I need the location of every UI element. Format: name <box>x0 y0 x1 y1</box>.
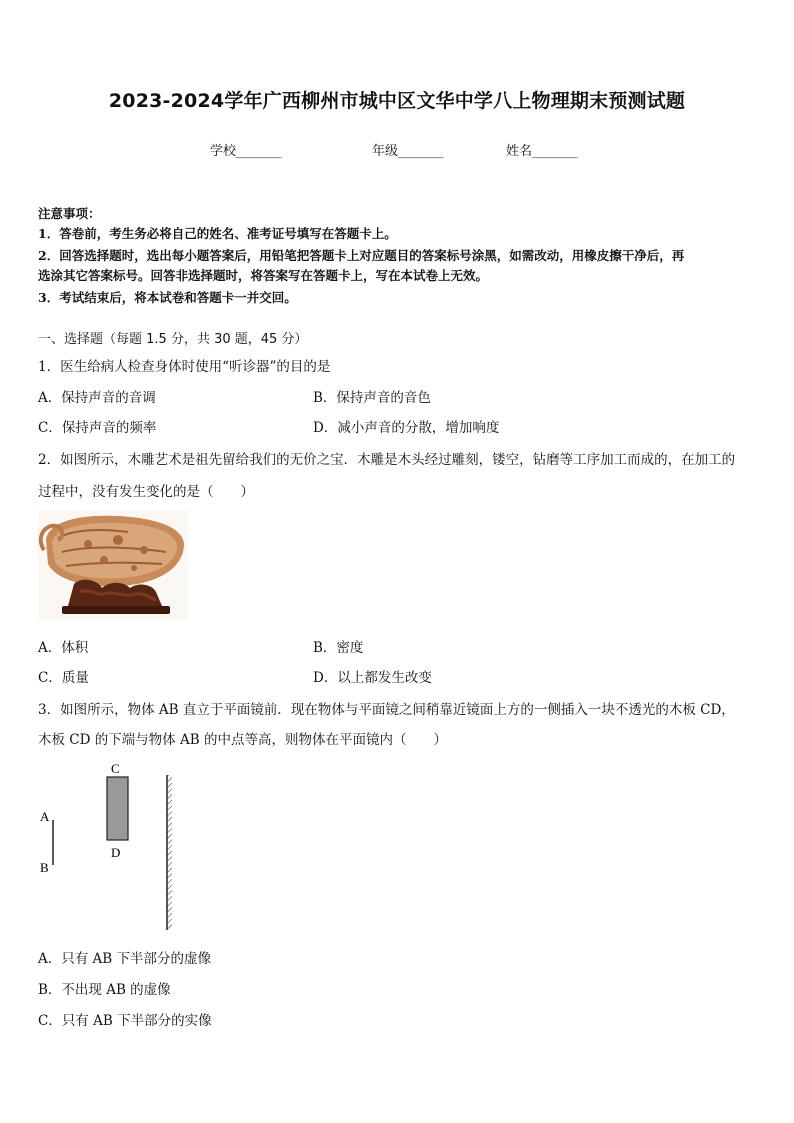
label-d: D <box>111 845 121 860</box>
question-1-stem: 1．医生给病人检查身体时使用“听诊器”的目的是 <box>38 359 331 375</box>
q3-option-a: A．只有 AB 下半部分的虚像 <box>38 951 212 967</box>
grade-label: 年级 <box>372 144 399 159</box>
q3-option-c: C．只有 AB 下半部分的实像 <box>38 1013 212 1029</box>
q2-option-c: C．质量 <box>38 670 89 686</box>
question-3-stem-line1: 3．如图所示，物体 AB 直立于平面镜前．现在物体与平面镜之间稍靠近镜面上方的一侧插入一块不透光的木板 CD， <box>38 702 735 718</box>
name-blank: _______ <box>532 144 578 159</box>
school-label: 学校 <box>210 144 237 159</box>
q2-option-a: A．体积 <box>38 640 89 656</box>
q1-option-b: B．保持声音的音色 <box>313 390 431 406</box>
mirror-diagram <box>30 755 190 935</box>
wood-carving-image <box>38 510 188 620</box>
section-heading: 一、选择题（每题 1.5 分，共 30 题，45 分） <box>38 332 308 347</box>
q1-option-a: A．保持声音的音调 <box>38 390 156 406</box>
q1-option-d: D．减小声音的分散，增加响度 <box>313 420 500 436</box>
school-blank: _______ <box>236 144 282 159</box>
notice-item-1: 1．答卷前，考生务必将自己的姓名、准考证号填写在答题卡上。 <box>38 226 397 241</box>
question-2-stem-line1: 2．如图所示，木雕艺术是祖先留给我们的无价之宝．木雕是木头经过雕刻，镂空，钻磨等工序加工而成的，在加工的 <box>38 452 736 468</box>
label-a: A <box>40 809 50 824</box>
page-title: 2023-2024学年广西柳州市城中区文华中学八上物理期末预测试题 <box>108 90 686 112</box>
grade-field <box>372 140 444 159</box>
grade-blank: _______ <box>398 144 444 159</box>
notice-item-3: 3．考试结束后，将本试卷和答题卡一并交回。 <box>38 290 297 305</box>
q2-option-d: D．以上都发生改变 <box>313 670 432 686</box>
question-2-stem-line2: 过程中，没有发生变化的是（ ） <box>38 484 254 500</box>
notice-item-2-cont: 选涂其它答案标号。回答非选择题时，将答案写在答题卡上，写在本试卷上无效。 <box>38 268 489 283</box>
label-c: C <box>111 761 120 776</box>
board-cd <box>107 777 128 840</box>
school-field <box>210 140 282 159</box>
notice-heading: 注意事项： <box>38 206 101 221</box>
q1-option-c: C．保持声音的频率 <box>38 420 157 436</box>
name-label: 姓名 <box>506 144 533 159</box>
notice-item-2: 2．回答选择题时，选出每小题答案后，用铅笔把答题卡上对应题目的答案标号涂黑，如需改动，用橡皮擦干净后，再 <box>38 248 685 263</box>
name-field <box>506 140 578 159</box>
label-b: B <box>40 860 49 875</box>
q3-option-b: B．不出现 AB 的虚像 <box>38 982 171 998</box>
question-3-stem-line2: 木板 CD 的下端与物体 AB 的中点等高，则物体在平面镜内（ ） <box>38 732 447 748</box>
q2-option-b: B．密度 <box>313 640 364 656</box>
